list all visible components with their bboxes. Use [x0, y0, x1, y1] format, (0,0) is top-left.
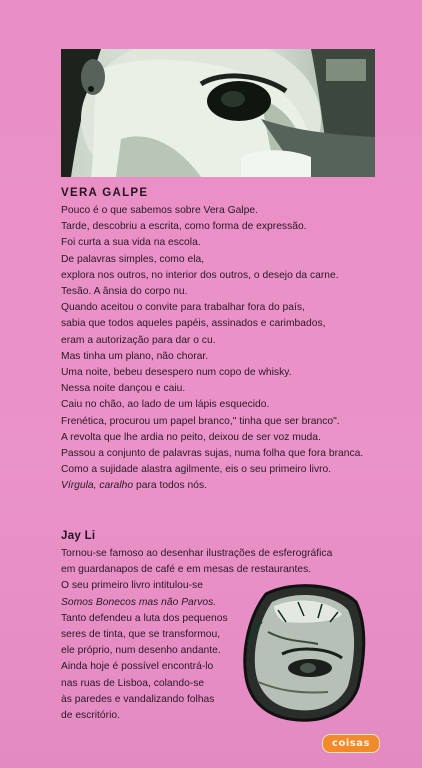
- bio-line: ele próprio, num desenho andante.: [61, 645, 221, 657]
- bio-line: eram a autorização para dar o cu.: [61, 334, 216, 346]
- bio-line: em guardanapos de café e em mesas de restaurantes.: [61, 564, 312, 576]
- bio-line: O seu primeiro livro intitulou-se: [61, 580, 203, 592]
- book-title: Vírgula, caralho: [61, 480, 134, 492]
- bio-line: Foi curta a sua vida na escola.: [61, 237, 201, 249]
- bio-line: Tornou-se famoso ao desenhar ilustrações de esferográfica: [61, 548, 333, 559]
- bio-line: Pouco é o que sabemos sobre Vera Galpe.: [61, 205, 258, 216]
- bio-line-end: para todos nós.: [133, 480, 207, 492]
- bio-line: sabia que todos aqueles papéis, assinados e carimbados,: [61, 318, 326, 330]
- bio-line: nas ruas de Lisboa, colando-se: [61, 677, 205, 689]
- bio-line: de escritório.: [61, 710, 120, 722]
- bio-line: Frenética, procurou um papel branco," tinha que ser branco".: [61, 415, 340, 427]
- author-name-heading: Jay Li: [61, 530, 96, 542]
- bio-line: às paredes e vandalizando folhas: [61, 693, 215, 705]
- bio-line: Quando aceitou o convite para trabalhar fora do país,: [61, 302, 305, 314]
- bio-line: Passou a conjunto de palavras sujas, numa folha que fora branca.: [61, 448, 364, 460]
- bio-line: explora nos outros, no interior dos outros, o desejo da carne.: [61, 269, 339, 281]
- bio-line: Ainda hoje é possível encontrá-lo: [61, 661, 214, 673]
- author-photo-vera-galpe: [61, 49, 375, 177]
- bio-line: Caiu no chão, ao lado de um lápis esquecido.: [61, 399, 270, 411]
- author-name-heading: VERA GALPE: [61, 187, 149, 199]
- bio-line: Tarde, descobriu a escrita, como forma de expressão.: [61, 221, 307, 233]
- book-title: Somos Bonecos mas não Parvos.: [61, 596, 217, 608]
- bio-line: A revolta que lhe ardia no peito, deixou de ser voz muda.: [61, 431, 321, 443]
- bio-line: Tanto defendeu a luta dos pequenos: [61, 612, 228, 624]
- bio-last-line: [61, 478, 401, 494]
- bio-line: Uma noite, bebeu desespero num copo de whisky.: [61, 367, 292, 379]
- bio-line: Nessa noite dançou e caiu.: [61, 383, 186, 395]
- bio-line: seres de tinta, que se transformou,: [61, 629, 221, 641]
- author-portrait-jay-li: [238, 582, 368, 724]
- publisher-logo: coisas: [322, 734, 380, 753]
- bio-line: Como a sujidade alastra agilmente, eis o seu primeiro livro.: [61, 464, 332, 476]
- bio-line: Tesão. A ânsia do corpo nu.: [61, 286, 188, 298]
- bio-vera-galpe: [61, 185, 401, 495]
- bio-line: Mas tinha um plano, não chorar.: [61, 350, 209, 362]
- bio-line: De palavras simples, como ela,: [61, 253, 205, 265]
